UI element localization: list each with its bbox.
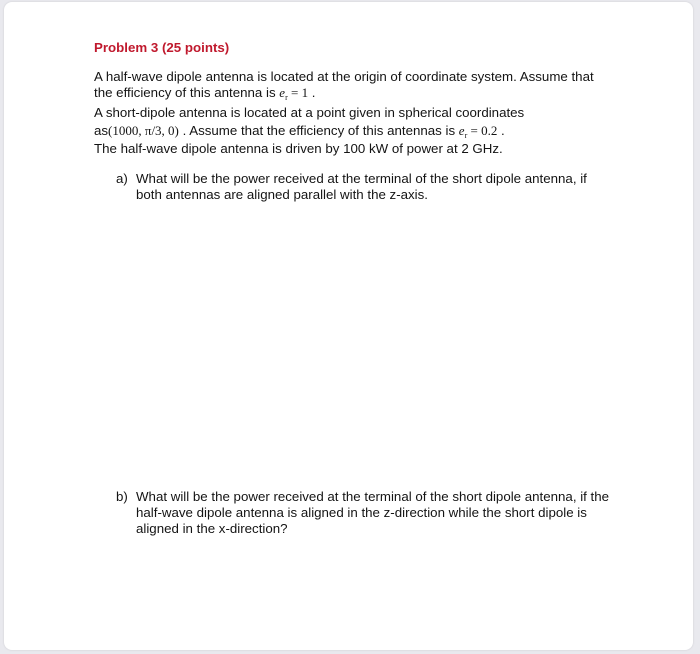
question-a-label: a) bbox=[116, 171, 128, 186]
line4-text: . Assume that the efficiency of this antennas is bbox=[182, 123, 456, 138]
line4-prefix: as bbox=[94, 123, 109, 138]
problem-line-3: A short-dipole antenna is located at a point given in spherical coordinates bbox=[94, 105, 525, 120]
line4-end: . bbox=[501, 123, 505, 138]
question-b-label: b) bbox=[116, 489, 128, 504]
line2-text: the efficiency of this antenna is bbox=[94, 85, 276, 100]
efficiency-symbol-1: $e_r = 1$ bbox=[279, 85, 309, 102]
document-page bbox=[4, 2, 693, 650]
line2-end: . bbox=[311, 85, 316, 100]
question-b-text: What will be the power received at the terminal of the short dipole antenna, if the half-wave dipole antenna is aligned in the z-direction while the short dipole is aligned in the x-direction? bbox=[136, 489, 610, 536]
question-a-text: What will be the power received at the terminal of the short dipole antenna, if both antennas are aligned parallel with the z-axis. bbox=[136, 171, 587, 202]
problem-line-5: The half-wave dipole antenna is driven by 100 kW of power at 2 GHz. bbox=[94, 141, 503, 156]
efficiency-symbol-2: $e_r = 0.2$ bbox=[458, 123, 498, 140]
problem-title: Problem 3 (25 points) bbox=[94, 40, 230, 55]
spherical-coordinates: (1000, π/3, 0) bbox=[108, 123, 179, 138]
problem-line-1: A half-wave dipole antenna is located at the origin of coordinate system. Assume that bbox=[94, 69, 594, 84]
